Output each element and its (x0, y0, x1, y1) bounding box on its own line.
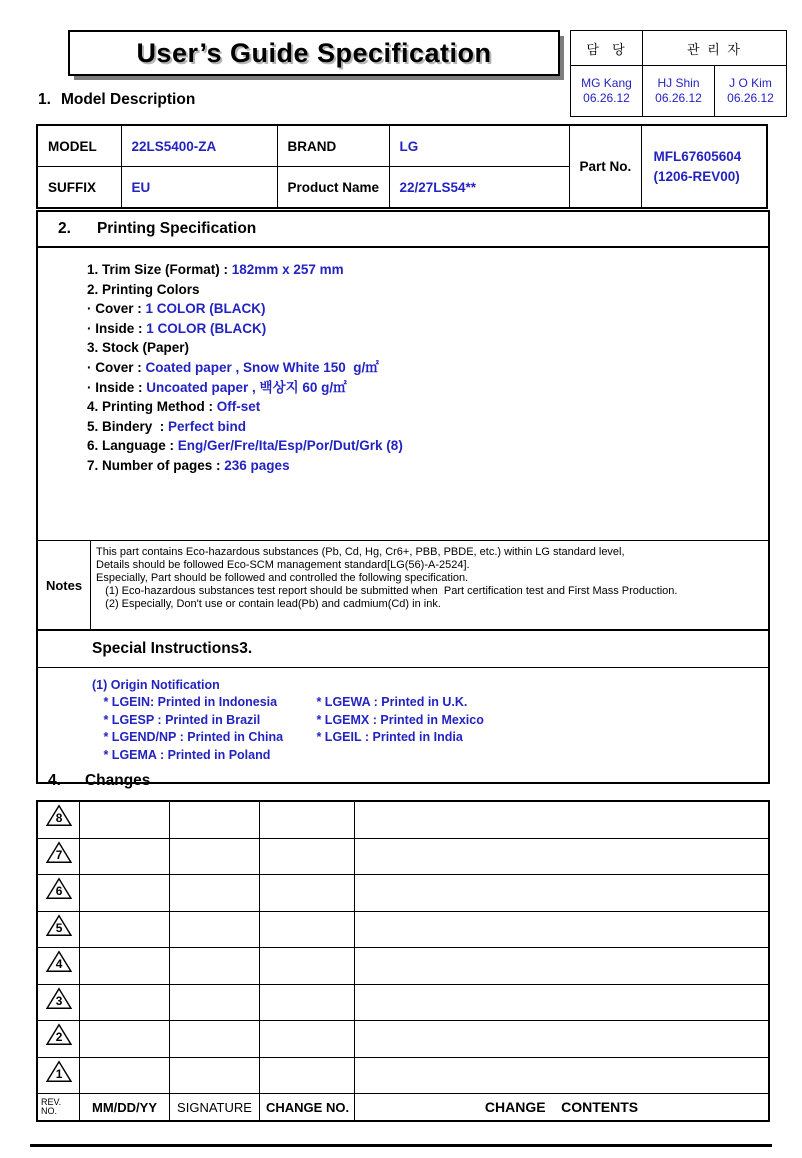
change-no-footer-label: CHANGE NO. (260, 1094, 355, 1120)
spec-value: Uncoated paper , 백상지 60 g/㎡ (146, 379, 347, 395)
suffix-label: SUFFIX (37, 167, 121, 209)
origin-item: * LGEMX : Printed in Mexico (313, 712, 484, 727)
section2-title: Printing Specification (96, 220, 257, 237)
part-no-value-cell (641, 125, 767, 208)
approval-header-staff: 담 당 (571, 31, 643, 66)
revision-number: 1 (55, 1066, 62, 1081)
changes-cell (170, 802, 260, 839)
section2-number: 2. (58, 220, 71, 237)
spec-label: 6. Language : (87, 438, 178, 454)
notes-line: Details should be followed Eco-SCM management standard[LG(56)-A-2524]. (96, 558, 470, 571)
changes-cell (80, 985, 170, 1022)
changes-cell (260, 802, 355, 839)
spec-label: · Inside : (87, 379, 147, 395)
changes-cell (170, 948, 260, 985)
document-title-box (68, 30, 560, 76)
changes-cell (355, 839, 768, 876)
spec-value: 1 COLOR (BLACK) (145, 301, 266, 317)
model-label: MODEL (37, 125, 121, 167)
signer-name: MG Kang (581, 76, 632, 90)
revision-triangle-icon (46, 877, 72, 900)
revision-number: 6 (55, 884, 62, 898)
changes-cell (80, 875, 170, 912)
rev-marker-cell (38, 875, 80, 912)
approval-table (570, 30, 787, 117)
brand-label: BRAND (277, 125, 389, 167)
changes-cell (260, 985, 355, 1022)
spec-label: 3. Stock (Paper) (87, 340, 190, 356)
revision-triangle-icon (46, 1060, 72, 1083)
signature-footer-label: SIGNATURE (170, 1094, 260, 1120)
signer-date: 06.26.12 (583, 91, 630, 105)
origin-item: * LGEND/NP : Printed in China (100, 730, 284, 744)
approval-header-manager: 관 리 자 (643, 31, 787, 66)
origin-item: * LGEIL : Printed in India (313, 730, 463, 744)
spec-label: 1. Trim Size (Format) : (87, 262, 232, 277)
changes-cell (80, 912, 170, 949)
changes-cell (355, 1058, 768, 1095)
changes-cell (260, 912, 355, 949)
section1-heading (38, 91, 195, 109)
spec-value: 1 COLOR (BLACK) (146, 320, 267, 336)
changes-cell (80, 1021, 170, 1058)
origin-notification (38, 667, 768, 782)
notes-line: (1) Eco-hazardous substances test report should be submitted when Part certification test and First Mass Production. (96, 584, 678, 597)
spec-line (87, 338, 768, 358)
changes-cell (80, 948, 170, 985)
signer-name: HJ Shin (657, 76, 700, 90)
notes-line: This part contains Eco-hazardous substances (Pb, Cd, Hg, Cr6+, PBB, PBDE, etc.) within LG standard level, (96, 546, 625, 558)
spec-line (87, 436, 768, 456)
changes-cell (355, 875, 768, 912)
rev-label-line2: NO. (41, 1106, 58, 1116)
document-title: User’s Guide Specification (136, 37, 492, 68)
part-no-label: Part No. (569, 125, 641, 208)
changes-cell (170, 1058, 260, 1095)
change-contents-footer-label: CHANGE CONTENTS (484, 1099, 639, 1115)
model-description-table (36, 124, 768, 209)
origin-item: * LGEIN: Printed in Indonesia (100, 695, 278, 709)
changes-cell (260, 839, 355, 876)
changes-cell (355, 1021, 768, 1058)
bottom-rule (30, 1144, 772, 1147)
changes-cell (170, 1021, 260, 1058)
notes-line: (2) Especially, Don't use or contain lead(Pb) and cadmium(Cd) in ink. (96, 597, 441, 610)
revision-triangle-icon (46, 804, 72, 827)
spec-value: 236 pages (224, 457, 290, 473)
signer-date: 06.26.12 (655, 91, 702, 105)
part-no-value: MFL67605604 (653, 148, 742, 164)
signer-name: J O Kim (729, 76, 772, 90)
changes-table (36, 800, 770, 1122)
changes-cell (260, 1058, 355, 1095)
spec-label: 4. Printing Method : (87, 399, 217, 415)
spec-line (87, 319, 768, 339)
section4-title: Changes (84, 772, 151, 789)
rev-marker-cell (38, 839, 80, 876)
approval-signer-cell (571, 66, 643, 117)
product-name-label: Product Name (277, 167, 389, 209)
spec-line (87, 280, 768, 300)
suffix-value: EU (121, 167, 277, 209)
revision-triangle-icon (46, 841, 72, 864)
spec-line (87, 456, 768, 476)
spec-value: Eng/Ger/Fre/Ita/Esp/Por/Dut/Grk (8) (177, 438, 403, 454)
spec-label: 5. Bindery : (87, 418, 169, 434)
part-no-rev: (1206-REV00) (653, 168, 740, 184)
origin-row (92, 729, 768, 747)
model-value: 22LS5400-ZA (121, 125, 277, 167)
printing-spec-list (38, 248, 768, 540)
spec-label: · Cover : (87, 301, 146, 317)
printing-specification-box (36, 210, 770, 784)
rev-marker-cell (38, 802, 80, 839)
spec-value: 182mm x 257 mm (231, 262, 344, 277)
spec-line (87, 260, 768, 280)
changes-cell (355, 948, 768, 985)
changes-cell (170, 985, 260, 1022)
changes-cell (260, 1021, 355, 1058)
changes-cell (260, 948, 355, 985)
rev-marker-cell (38, 1058, 80, 1095)
section3-heading: Special Instructions3. (38, 629, 768, 667)
spec-line (87, 397, 768, 417)
changes-cell (80, 839, 170, 876)
notes-label: Notes (38, 541, 91, 629)
revision-triangle-icon (46, 987, 72, 1010)
spec-label: · Inside : (87, 320, 147, 336)
approval-signer-cell (643, 66, 715, 117)
revision-triangle-icon (46, 914, 72, 937)
revision-number: 4 (55, 957, 62, 971)
changes-cell (80, 1058, 170, 1095)
rev-marker-cell (38, 948, 80, 985)
changes-cell (170, 912, 260, 949)
origin-item: * LGESP : Printed in Brazil (100, 712, 261, 727)
changes-cell (170, 839, 260, 876)
spec-value: Coated paper , Snow White 150 g/㎡ (145, 359, 379, 375)
section1-number: 1. (38, 91, 51, 108)
spec-value: Off-set (216, 399, 261, 415)
spec-line (87, 299, 768, 319)
spec-label: · Cover : (87, 359, 146, 375)
rev-marker-cell (38, 985, 80, 1022)
changes-cell (355, 912, 768, 949)
section4-number: 4. (48, 772, 61, 789)
rev-no-footer-label (38, 1094, 80, 1120)
section2-heading (38, 212, 768, 248)
origin-item: * LGEWA : Printed in U.K. (313, 695, 468, 709)
spec-line (87, 358, 768, 378)
notes-row (38, 540, 768, 629)
notes-text (91, 541, 768, 629)
brand-value: LG (389, 125, 569, 167)
rev-marker-cell (38, 912, 80, 949)
origin-row (92, 747, 768, 765)
origin-row (92, 712, 768, 730)
revision-triangle-icon (46, 1023, 72, 1046)
spec-label: 7. Number of pages : (87, 457, 225, 473)
spec-value: Perfect bind (168, 418, 247, 434)
section4-heading (48, 772, 150, 790)
revision-number: 7 (55, 847, 62, 862)
origin-row (92, 694, 768, 712)
section1-title: Model Description (60, 91, 196, 108)
revision-triangle-icon (46, 950, 72, 973)
rev-marker-cell (38, 1021, 80, 1058)
spec-line (87, 417, 768, 437)
revision-number: 2 (55, 1030, 62, 1044)
revision-number: 3 (55, 993, 62, 1008)
changes-cell (80, 802, 170, 839)
approval-signer-cell (715, 66, 787, 117)
revision-number: 8 (55, 811, 62, 825)
rev-label-line1: REV. (41, 1096, 62, 1107)
changes-cell (260, 875, 355, 912)
origin-heading: (1) Origin Notification (92, 678, 220, 692)
product-name-value: 22/27LS54** (389, 167, 569, 209)
spec-label: 2. Printing Colors (87, 281, 200, 297)
origin-item: * LGEMA : Printed in Poland (100, 747, 271, 762)
signer-date: 06.26.12 (727, 91, 774, 105)
revision-number: 5 (55, 920, 62, 935)
changes-cell (355, 985, 768, 1022)
changes-cell (170, 875, 260, 912)
notes-line: Especially, Part should be followed and controlled the following specification. (96, 571, 469, 584)
changes-cell (355, 802, 768, 839)
date-footer-label: MM/DD/YY (80, 1094, 170, 1120)
spec-line (87, 378, 768, 398)
